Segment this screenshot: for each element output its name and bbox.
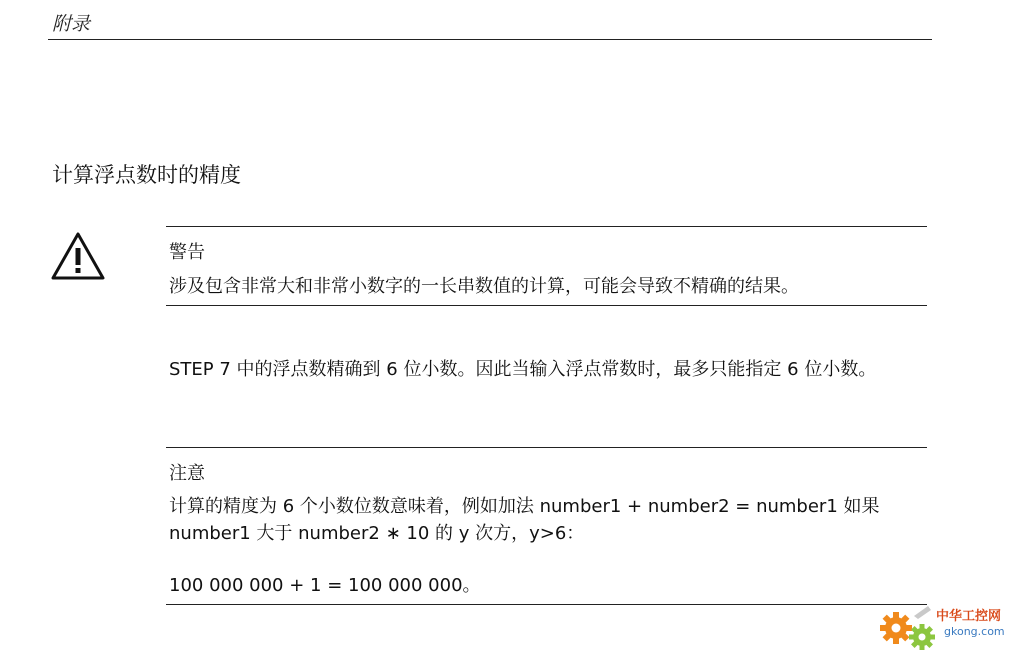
note-text: 计算的精度为 6 个小数位数意味着，例如加法 number1 + number2 = number1 如果 number1 大于 number2 ∗ 10 的 y 次方，y>6： (169, 496, 880, 544)
watermark-url: gkong.com (944, 625, 1005, 638)
note-heading: 注意 (169, 463, 205, 484)
watermark-site-name: 中华工控网 (936, 609, 1002, 624)
note-bottom-rule (166, 604, 927, 605)
warning-bottom-rule (166, 305, 927, 306)
warning-top-rule (166, 226, 927, 227)
body-paragraph: STEP 7 中的浮点数精确到 6 位小数。因此当输入浮点常数时，最多只能指定 6 位小数。 (169, 359, 877, 380)
header-title: 附录 (52, 13, 91, 35)
header-divider (48, 39, 932, 40)
note-top-rule (166, 447, 927, 448)
warning-text: 涉及包含非常大和非常小数字的一长串数值的计算，可能会导致不精确的结果。 (169, 276, 799, 297)
note-example: 100 000 000 + 1 = 100 000 000。 (169, 575, 481, 596)
warning-triangle-icon (50, 231, 106, 281)
warning-heading: 警告 (169, 242, 205, 263)
section-title: 计算浮点数时的精度 (52, 163, 241, 187)
